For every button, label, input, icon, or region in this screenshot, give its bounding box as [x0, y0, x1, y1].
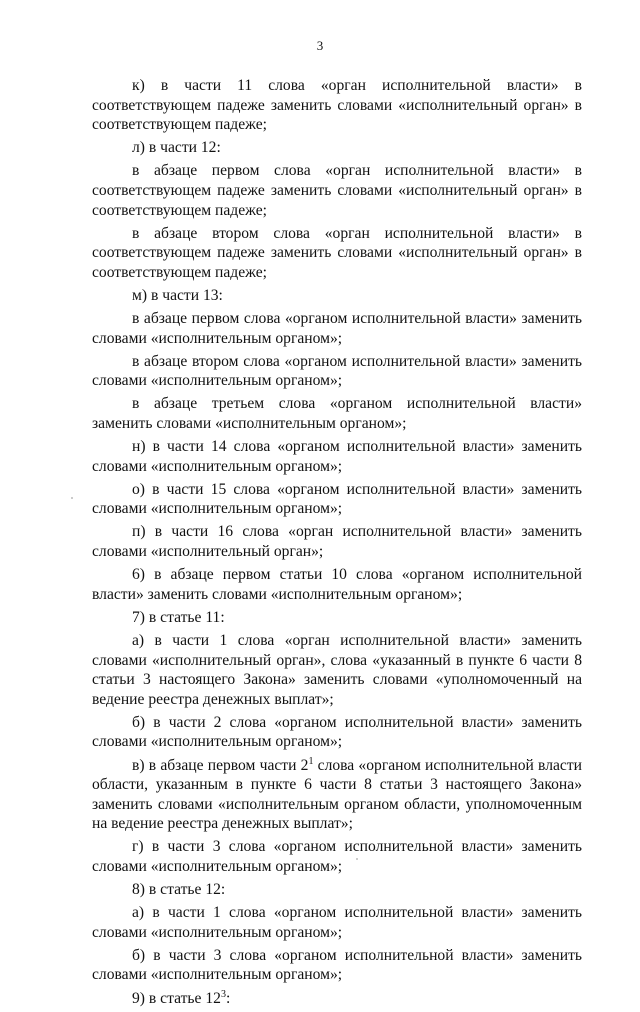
paragraph: н) в части 14 слова «органом исполнительной власти» заменить словами «исполнительным органом»; [92, 438, 582, 475]
paragraph-text: : [225, 989, 231, 1007]
paragraph: г) в части 3 слова «органом исполнительной власти» заменить словами «исполнительным органом»; [92, 838, 582, 875]
paragraph: л) в части 12: [132, 139, 221, 157]
paragraph-text: 9) в статье 12 [132, 989, 221, 1007]
superscript: 1 [308, 755, 314, 767]
paragraph-text: слова «органом исполнительной власти области, указанным в пункте 6 части 8 статьи 3 настоящего Закона» заменить словами «исполнительным органом области, уполномоченным на ведение реестра денежных выплат»; [92, 756, 582, 833]
superscript: 3 [220, 988, 226, 1000]
paragraph: 8) в статье 12: [132, 881, 226, 899]
paragraph-with-superscript [92, 989, 582, 1009]
paragraph: в абзаце третьем слова «органом исполнительной власти» заменить словами «исполнительным органом»; [92, 395, 582, 432]
scan-speck [71, 497, 73, 499]
paragraph: 6) в абзаце первом статьи 10 слова «органом исполнительной власти» заменить словами «исполнительным органом»; [92, 566, 582, 603]
paragraph: в абзаце втором слова «орган исполнительной власти» в соответствующем падеже заменить словами «исполнительный орган» в соответствующем падеже; [92, 224, 582, 281]
document-body [92, 76, 582, 1012]
paragraph: в абзаце первом слова «органом исполнительной власти» заменить словами «исполнительным органом»; [92, 310, 582, 347]
paragraph: о) в части 15 слова «органом исполнительной власти» заменить словами «исполнительным органом»; [92, 480, 582, 518]
paragraph: а) в части 1 слова «органом исполнительной власти» заменить словами «исполнительным органом»; [92, 904, 582, 941]
paragraph-text: в) в абзаце первом части 2 [132, 756, 309, 774]
paragraph: в абзаце первом слова «орган исполнительной власти» в соответствующем падеже заменить словами «исполнительный орган» в соответствующем падеже; [92, 162, 582, 219]
paragraph: б) в части 3 слова «органом исполнительной власти» заменить словами «исполнительным органом»; [92, 946, 582, 984]
page-number: 3 [316, 38, 324, 53]
paragraph: п) в части 16 слова «орган исполнительной власти» заменить словами «исполнительный орган»; [92, 523, 582, 561]
paragraph: б) в части 2 слова «органом исполнительной власти» заменить словами «исполнительным органом»; [92, 713, 582, 751]
paragraph: в абзаце втором слова «органом исполнительной власти» заменить словами «исполнительным органом»; [92, 352, 582, 390]
scan-speck [356, 858, 358, 860]
paragraph-with-superscript [92, 756, 582, 834]
paragraph: а) в части 1 слова «орган исполнительной власти» заменить словами «исполнительный орган», слова «указанный в пункте 6 части 8 статьи 3 настоящего Закона» заменить словами «уполномоченный на ведение реестра денежных выплат»; [92, 631, 582, 708]
paragraph: 7) в статье 11: [132, 608, 225, 626]
paragraph: м) в части 13: [132, 286, 223, 304]
paragraph: к) в части 11 слова «орган исполнительной власти» в соответствующем падеже заменить словами «исполнительный орган» в соответствующем падеже; [92, 77, 582, 134]
